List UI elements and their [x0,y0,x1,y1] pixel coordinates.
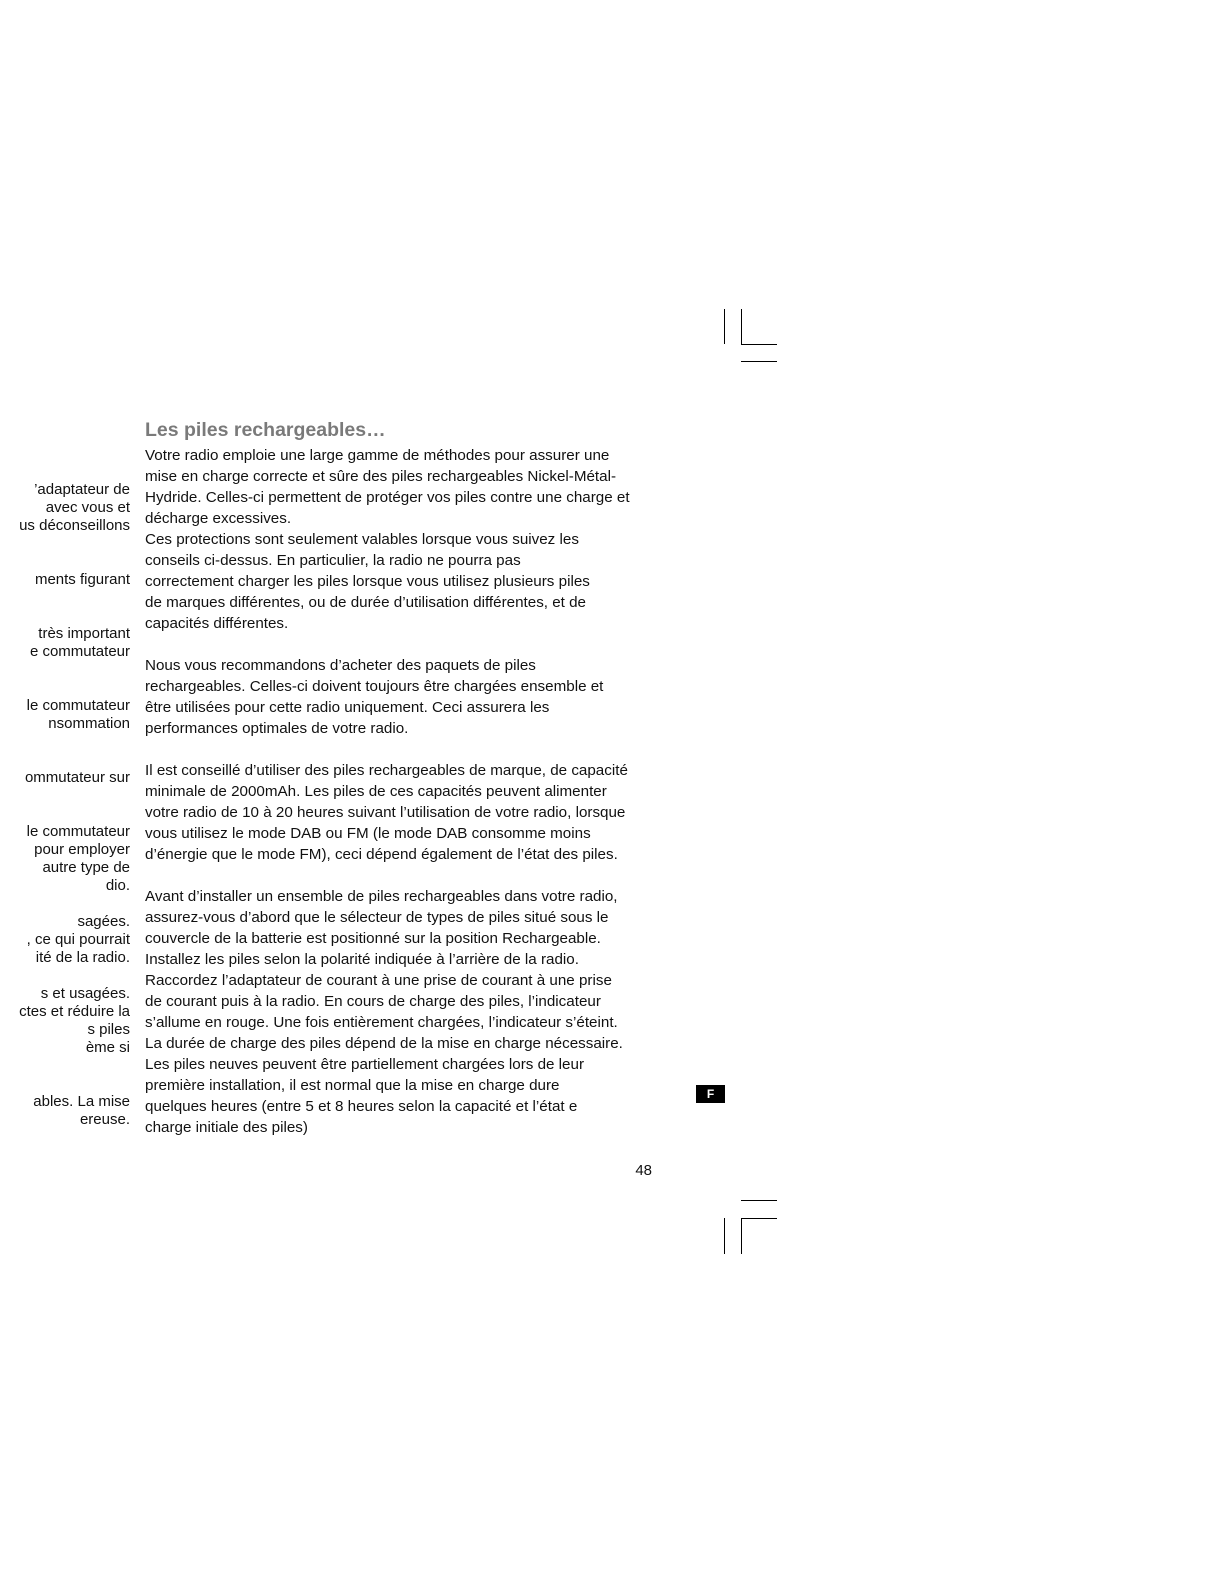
text-line: capacités différentes. [145,615,289,632]
left-page-fragment: ’adaptateur de [34,481,130,498]
left-page-fragment: s et usagées. [40,985,130,1002]
left-page-fragment: ables. La mise [33,1093,130,1110]
left-page-fragment: ème si [85,1039,130,1056]
text-line: charge initiale des piles) [145,1119,308,1136]
text-line: Ces protections sont seulement valables lorsque vous suivez les [145,531,579,548]
text-line: Installez les piles selon la polarité indiquée à l’arrière de la radio. [145,951,579,968]
left-page-fragment: ommutateur sur [24,769,130,786]
text-line: couvercle de la batterie est positionné sur la position Rechargeable. [145,930,601,947]
left-page-fragment: ctes et réduire la [19,1003,130,1020]
left-page-fragment: le commutateur [26,697,130,714]
left-page-fragment: , ce qui pourrait [26,931,130,948]
text-line: Raccordez l’adaptateur de courant à une prise de courant à une prise [145,972,612,989]
text-line: quelques heures (entre 5 et 8 heures selon la capacité et l’état e [145,1098,578,1115]
text-line: être utilisées pour cette radio uniquement. Ceci assurera les [145,699,550,716]
text-line: Hydride. Celles-ci permettent de protéger vos piles contre une charge et [145,489,630,506]
text-line: correctement charger les piles lorsque vous utilisez plusieurs piles [145,573,590,590]
text-line: s’allume en rouge. Une fois entièrement chargées, l’indicateur s’éteint. [145,1014,618,1031]
text-line: de marques différentes, ou de durée d’utilisation différentes, et de [145,594,587,611]
text-line: de courant puis à la radio. En cours de charge des piles, l’indicateur [145,993,601,1010]
left-page-fragment: autre type de [42,859,130,876]
section-heading: Les piles rechargeables… [145,419,386,441]
left-page-fragment: pour employer [34,841,130,858]
text-line: Il est conseillé d’utiliser des piles rechargeables de marque, de capacité [145,762,628,779]
crop-mark-top [725,309,778,362]
text-line: Nous vous recommandons d’acheter des paquets de piles [145,657,536,674]
left-page-fragment: s piles [87,1021,130,1038]
left-page-fragment: nsommation [48,715,130,732]
text-line: votre radio de 10 à 20 heures suivant l’utilisation de votre radio, lorsque [145,804,626,821]
text-line: minimale de 2000mAh. Les piles de ces capacités peuvent alimenter [145,783,607,800]
text-line: première installation, il est normal que la mise en charge dure [145,1077,560,1094]
left-page-fragment: le commutateur [26,823,130,840]
text-line: Avant d’installer un ensemble de piles rechargeables dans votre radio, [145,888,618,905]
left-page-fragment: sagées. [77,913,130,930]
text-line: conseils ci-dessus. En particulier, la radio ne pourra pas [145,552,521,569]
text-line: d’énergie que le mode FM), ceci dépend également de l’état des piles. [145,846,618,863]
text-line: assurez-vous d’abord que le sélecteur de types de piles situé sous le [145,909,609,926]
text-line: La durée de charge des piles dépend de la mise en charge nécessaire. [145,1035,623,1052]
text-line: rechargeables. Celles-ci doivent toujours être chargées ensemble et [145,678,604,695]
text-line: vous utilisez le mode DAB ou FM (le mode DAB consomme moins [145,825,591,842]
left-page-fragment: ité de la radio. [35,949,130,966]
language-tab: F [696,1085,725,1103]
text-line: Les piles neuves peuvent être partiellement chargées lors de leur [145,1056,585,1073]
left-page-fragment: avec vous et [45,499,130,516]
crop-mark-bottom [725,1201,778,1255]
text-line: performances optimales de votre radio. [145,720,409,737]
left-page-fragment: très important [38,625,130,642]
left-page-fragment: us déconseillons [19,517,130,534]
left-page-fragment: dio. [105,877,130,894]
left-page-fragment: ereuse. [79,1111,130,1128]
text-line: Votre radio emploie une large gamme de méthodes pour assurer une [145,447,610,464]
text-line: décharge excessives. [145,510,292,527]
left-page-fragment: e commutateur [29,643,130,660]
left-page-fragment: ments figurant [34,571,130,588]
text-line: mise en charge correcte et sûre des piles rechargeables Nickel-Métal- [145,468,617,485]
page-number: 48 [635,1162,652,1179]
